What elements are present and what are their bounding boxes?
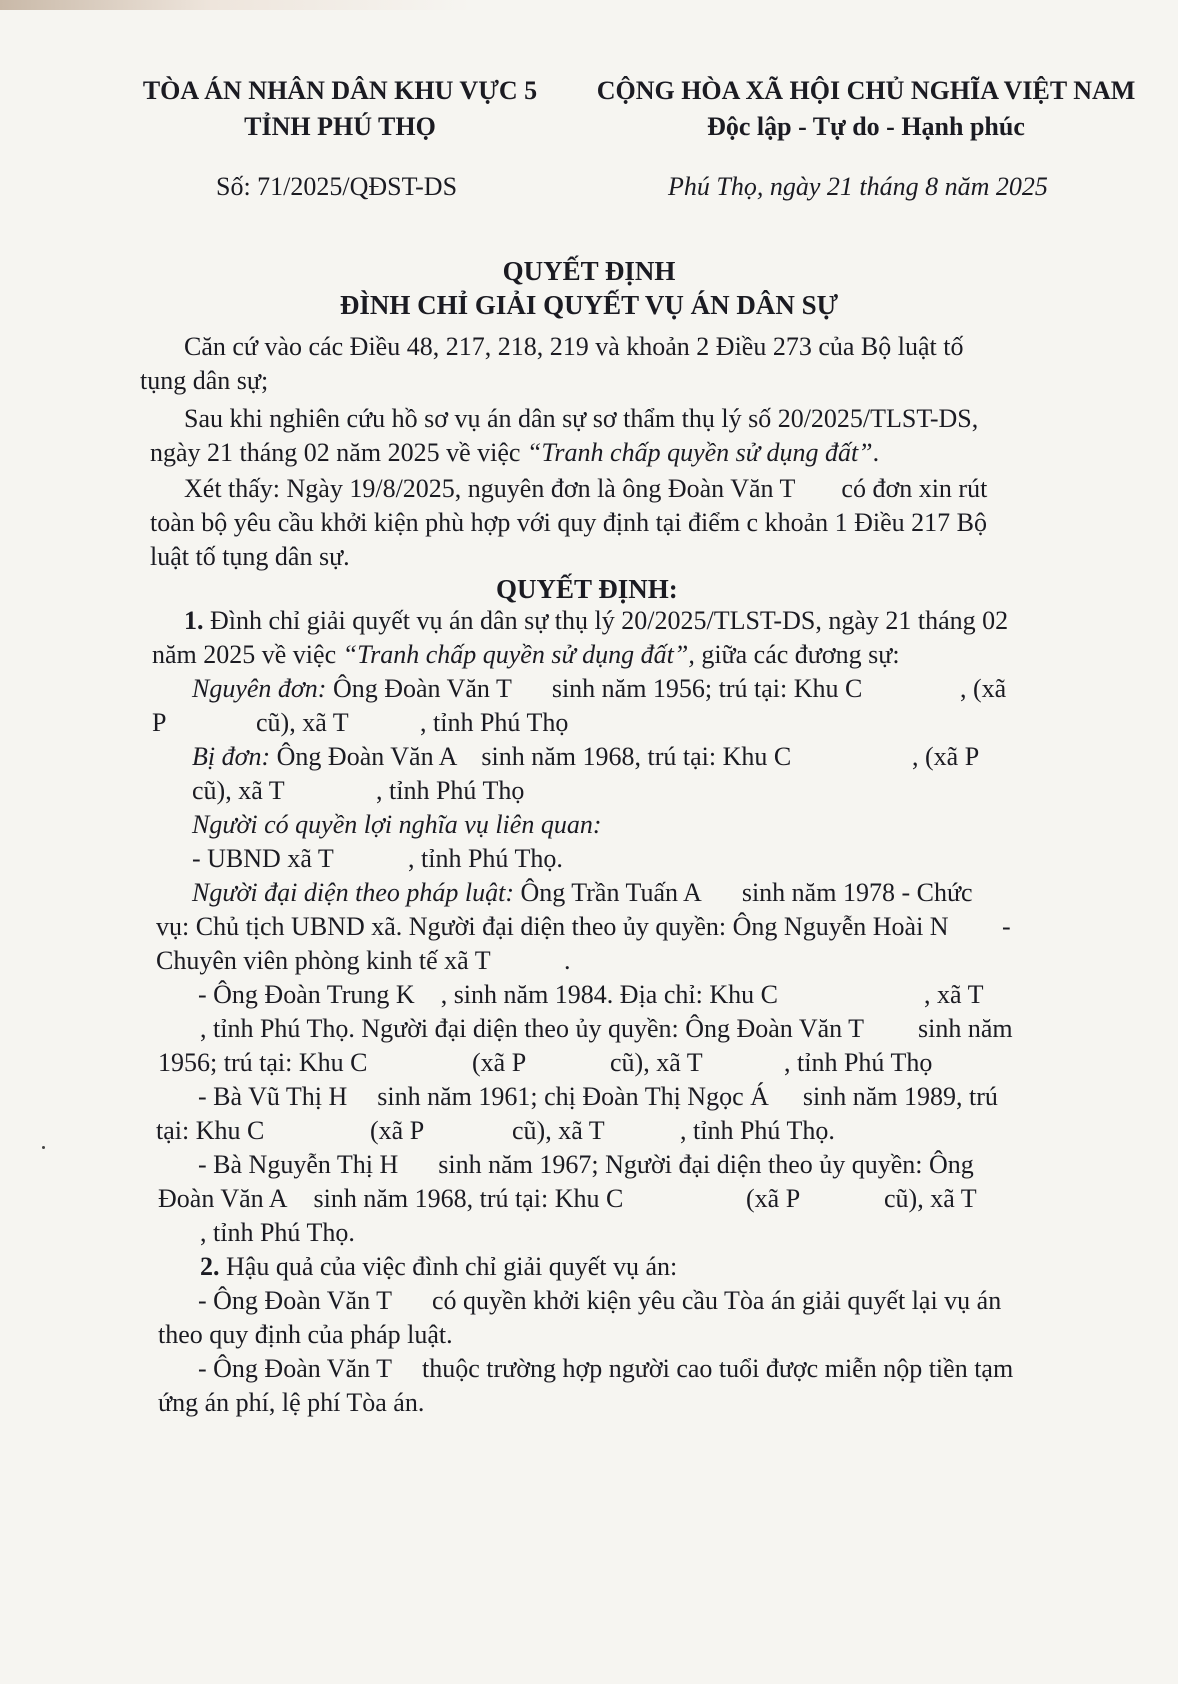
preamble-line: tụng dân sự;: [140, 366, 269, 395]
decision-line: năm 2025 về việc “Tranh chấp quyền sử dụng đất”, giữa các đương sự:: [152, 640, 900, 669]
plaintiff-line: , tỉnh Phú Thọ: [420, 708, 569, 737]
document-subtitle: ĐÌNH CHỈ GIẢI QUYẾT VỤ ÁN DÂN SỰ: [339, 290, 839, 320]
nation-motto: Độc lập - Tự do - Hạnh phúc: [707, 112, 1025, 141]
legal-rep-line: .: [564, 946, 571, 975]
related-party-line: , tỉnh Phú Thọ.: [408, 844, 563, 873]
scan-speck: [42, 1146, 45, 1149]
legal-rep-line: Người đại diện theo pháp luật: Ông Trần Tuấn A sinh năm 1978 - Chức: [192, 878, 973, 907]
preamble-line: luật tố tụng dân sự.: [150, 542, 350, 571]
party-h2-line: cũ), xã T: [884, 1184, 977, 1213]
defendant-line: , (xã P: [912, 742, 980, 771]
party-h2-line: , tỉnh Phú Thọ.: [200, 1218, 355, 1247]
decision-line: 1. Đình chỉ giải quyết vụ án dân sự thụ lý 20/2025/TLST-DS, ngày 21 tháng 02: [184, 606, 1009, 635]
party-k-line: cũ), xã T: [610, 1048, 703, 1077]
nation-name: CỘNG HÒA XÃ HỘI CHỦ NGHĨA VIỆT NAM: [596, 76, 1136, 105]
consequence-line: theo quy định của pháp luật.: [158, 1320, 453, 1349]
related-party-label: Người có quyền lợi nghĩa vụ liên quan:: [192, 810, 602, 839]
party-h1-line: - Bà Vũ Thị H sinh năm 1961; chị Đoàn Thị Ngọc Á sinh năm 1989, trú: [198, 1082, 998, 1111]
legal-rep-line: -: [1002, 912, 1011, 941]
party-h1-line: (xã P: [370, 1116, 425, 1145]
preamble-line: Xét thấy: Ngày 19/8/2025, nguyên đơn là ông Đoàn Văn T có đơn xin rút: [184, 474, 988, 503]
legal-rep-line: Chuyên viên phòng kinh tế xã T: [156, 946, 491, 975]
preamble-line: Sau khi nghiên cứu hồ sơ vụ án dân sự sơ thẩm thụ lý số 20/2025/TLST-DS,: [184, 404, 979, 433]
party-k-line: , tỉnh Phú Thọ: [784, 1048, 933, 1077]
party-h1-line: tại: Khu C: [156, 1116, 265, 1145]
decision-heading: QUYẾT ĐỊNH:: [496, 574, 678, 604]
party-k-line: , xã T: [924, 980, 984, 1009]
plaintiff-line: Nguyên đơn: Ông Đoàn Văn T sinh năm 1956; trú tại: Khu C: [192, 674, 863, 703]
plaintiff-line: P: [152, 708, 167, 737]
defendant-line: Bị đơn: Ông Đoàn Văn A sinh năm 1968, trú tại: Khu C: [192, 742, 792, 771]
plaintiff-line: cũ), xã T: [256, 708, 349, 737]
scan-edge: [0, 0, 1178, 10]
party-k-line: 1956; trú tại: Khu C: [158, 1048, 368, 1077]
defendant-line: , tỉnh Phú Thọ: [376, 776, 525, 805]
court-name: TÒA ÁN NHÂN DÂN KHU VỰC 5: [142, 76, 538, 105]
party-h1-line: , tỉnh Phú Thọ.: [680, 1116, 835, 1145]
consequence-heading: 2. Hậu quả của việc đình chỉ giải quyết vụ án:: [200, 1252, 678, 1281]
document-date: Phú Thọ, ngày 21 tháng 8 năm 2025: [668, 172, 1048, 201]
consequence-line: ứng án phí, lệ phí Tòa án.: [158, 1388, 425, 1417]
preamble-line: ngày 21 tháng 02 năm 2025 về việc “Tranh chấp quyền sử dụng đất”.: [150, 438, 880, 467]
document-number: Số: 71/2025/QĐST-DS: [216, 172, 458, 201]
party-h2-line: (xã P: [746, 1184, 801, 1213]
legal-rep-line: vụ: Chủ tịch UBND xã. Người đại diện theo ủy quyền: Ông Nguyễn Hoài N: [156, 912, 949, 941]
related-party-line: - UBND xã T: [192, 844, 334, 873]
party-k-line: - Ông Đoàn Trung K , sinh năm 1984. Địa chỉ: Khu C: [198, 980, 778, 1009]
consequence-line: - Ông Đoàn Văn T thuộc trường hợp người cao tuổi được miễn nộp tiền tạm: [198, 1354, 1014, 1383]
party-k-line: (xã P: [472, 1048, 527, 1077]
consequence-line: - Ông Đoàn Văn T có quyền khởi kiện yêu cầu Tòa án giải quyết lại vụ án: [198, 1286, 1002, 1315]
nation-header: [582, 74, 1150, 144]
party-h1-line: cũ), xã T: [512, 1116, 605, 1145]
court-province: TỈNH PHÚ THỌ: [244, 112, 436, 141]
court-header: [120, 74, 560, 144]
party-k-line: sinh năm: [918, 1014, 1013, 1043]
preamble-line: toàn bộ yêu cầu khởi kiện phù hợp với quy định tại điểm c khoản 1 Điều 217 Bộ: [150, 508, 988, 537]
plaintiff-line: , (xã: [960, 674, 1007, 703]
party-h2-line: - Bà Nguyễn Thị H sinh năm 1967; Người đại diện theo ủy quyền: Ông: [198, 1150, 974, 1179]
defendant-line: cũ), xã T: [192, 776, 285, 805]
document-title: QUYẾT ĐỊNH: [502, 256, 676, 286]
party-k-line: , tỉnh Phú Thọ. Người đại diện theo ủy quyền: Ông Đoàn Văn T: [200, 1014, 865, 1043]
preamble-line: Căn cứ vào các Điều 48, 217, 218, 219 và khoản 2 Điều 273 của Bộ luật tố: [184, 332, 964, 361]
party-h2-line: Đoàn Văn A sinh năm 1968, trú tại: Khu C: [158, 1184, 624, 1213]
